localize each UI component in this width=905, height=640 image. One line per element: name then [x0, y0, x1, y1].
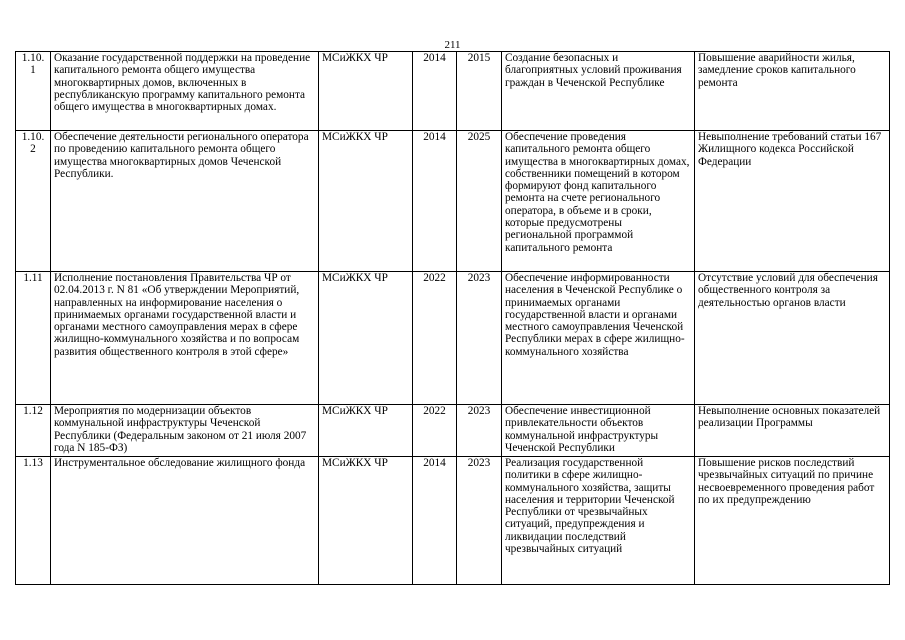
consequence: Повышение аварийности жилья, замедление сроков капитального ремонта	[695, 52, 890, 131]
consequence: Невыполнение требований статьи 167 Жилищного кодекса Российской Федерации	[695, 131, 890, 272]
executor: МСиЖКХ ЧР	[319, 405, 413, 457]
table-row	[16, 457, 890, 585]
row-number-text: 1.10. 2	[21, 131, 45, 156]
expected-result: Реализация государственной политики в сфере жилищно-коммунального хозяйства, защиты населения и территории Чеченской Республики от чрезвычайных ситуаций, предупреждения и ликвидации последствий чрезвычайных ситуаций	[502, 457, 695, 585]
row-number	[16, 272, 51, 405]
start-year: 2014	[413, 457, 457, 585]
start-year: 2022	[413, 405, 457, 457]
consequence: Невыполнение основных показателей реализации Программы	[695, 405, 890, 457]
consequence: Повышение рисков последствий чрезвычайных ситуаций по причине несвоевременного проведения работ по их предупреждению	[695, 457, 890, 585]
end-year: 2025	[457, 131, 502, 272]
start-year: 2014	[413, 52, 457, 131]
expected-result: Обеспечение проведения капитального ремонта общего имущества в многоквартирных домах, собственники помещений в котором формируют фонд капитального ремонта на счете регионального оператора, в объеме и в сроки, которые предусмотрены региональной программой капитального ремонта	[502, 131, 695, 272]
table-row	[16, 52, 890, 131]
table-row	[16, 131, 890, 272]
row-number	[16, 52, 51, 131]
executor: МСиЖКХ ЧР	[319, 272, 413, 405]
measure-name: Инструментальное обследование жилищного фонда	[51, 457, 319, 585]
end-year: 2023	[457, 272, 502, 405]
row-number-text: 1.13	[23, 457, 43, 469]
start-year: 2014	[413, 131, 457, 272]
row-number-text: 1.11	[23, 272, 43, 284]
table-row	[16, 405, 890, 457]
measure-name: Обеспечение деятельности регионального оператора по проведению капитального ремонта общего имущества многоквартирных домов Чеченской Республики.	[51, 131, 319, 272]
end-year: 2023	[457, 457, 502, 585]
consequence: Отсутствие условий для обеспечения общественного контроля за деятельностью органов власти	[695, 272, 890, 405]
measure-name: Мероприятия по модернизации объектов коммунальной инфраструктуры Чеченской Республики (Федеральным законом от 21 июля 2007 года N 185-ФЗ)	[51, 405, 319, 457]
executor: МСиЖКХ ЧР	[319, 131, 413, 272]
row-number	[16, 405, 51, 457]
measures-table	[15, 51, 890, 585]
start-year: 2022	[413, 272, 457, 405]
row-number	[16, 457, 51, 585]
expected-result: Обеспечение инвестиционной привлекательности объектов коммунальной инфраструктуры Чеченской Республики	[502, 405, 695, 457]
end-year: 2023	[457, 405, 502, 457]
end-year: 2015	[457, 52, 502, 131]
measure-name: Исполнение постановления Правительства ЧР от 02.04.2013 г. N 81 «Об утверждении Мероприятий, направленных на информирование населения о принимаемых органами государственной власти и органами местного самоуправления мерах в сфере жилищно-коммунального хозяйства и по вопросам развития общественного контроля в этой сфере»	[51, 272, 319, 405]
row-number-text: 1.12	[23, 405, 43, 417]
row-number	[16, 131, 51, 272]
page-number: 211	[444, 39, 461, 51]
table-row	[16, 272, 890, 405]
expected-result: Обеспечение информированности населения в Чеченской Республике о принимаемых органами государственной власти и органами местного самоуправления Чеченской Республики мерах в сфере жилищно-коммунального хозяйства	[502, 272, 695, 405]
executor: МСиЖКХ ЧР	[319, 457, 413, 585]
expected-result: Создание безопасных и благоприятных условий проживания граждан в Чеченской Республике	[502, 52, 695, 131]
measure-name: Оказание государственной поддержки на проведение капитального ремонта общего имущества многоквартирных домов, включенных в республиканскую программу капитального ремонта общего имущества в многоквартирных домах.	[51, 52, 319, 131]
executor: МСиЖКХ ЧР	[319, 52, 413, 131]
row-number-text: 1.10. 1	[21, 52, 45, 77]
